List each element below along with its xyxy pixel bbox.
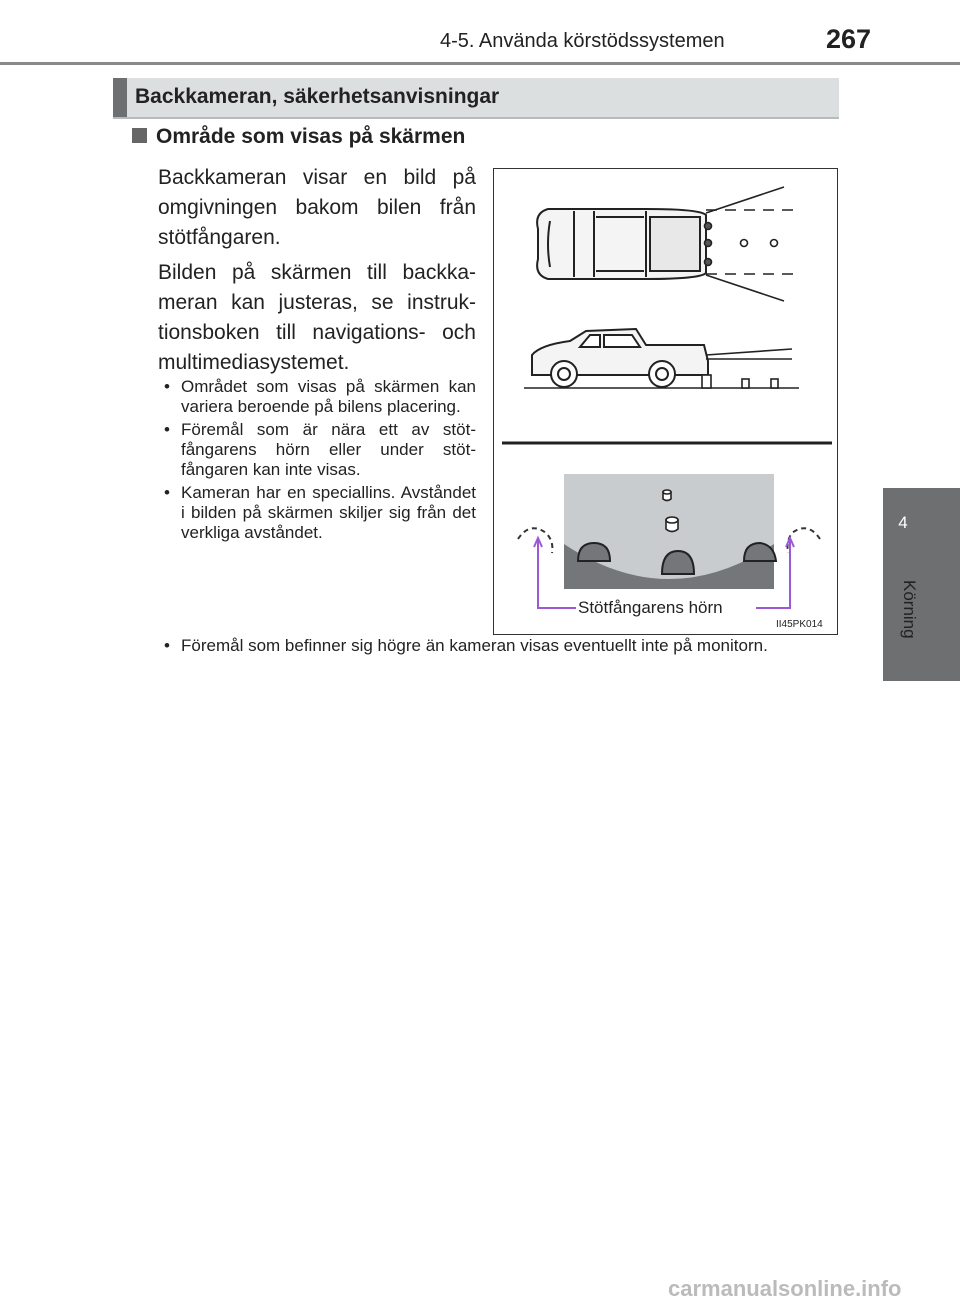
square-bullet-icon [132,128,147,143]
section-banner-bar [113,78,127,117]
section-title: Backkameran, säkerhetsanvisningar [135,85,500,108]
page-number: 267 [826,24,872,54]
bullet-list [162,634,834,657]
paragraph: Backkameran visar en bild på omgivningen bakom bilen från stötfångaren. [158,166,476,249]
truck-top-view [537,209,706,279]
figure-code: II45PK014 [776,619,823,630]
bullet-item: • Föremål som är nära ett av stöt-fångarens hörn eller under stöt-fångaren kan inte visas. [162,420,476,480]
camera-view-lines [706,187,794,301]
bullet-list [162,377,476,546]
camera-screen-view [564,474,776,589]
paragraph: Bilden på skärmen till backka-meran kan justeras, se instruk-tionsboken till navigations- och multimediasystemet. [158,261,476,374]
camera-area-figure [493,168,838,635]
truck-side-view [532,329,708,387]
callout-label: Stötfångarens hörn [578,598,723,617]
watermark: carmanualsonline.info [668,1276,902,1301]
subheading-text: Område som visas på skärmen [156,125,466,148]
bullet-item: • Kameran har en speciallins. Avståndet i bilden på skärmen skiljer sig från det verkliga avståndet. [162,483,476,543]
chapter-tab-number: 4 [898,513,908,532]
subheading [132,125,465,149]
bullet-item: • Området som visas på skärmen kan variera beroende på bilens placering. [162,377,476,417]
camera-area-illustration [494,169,839,636]
marker-dots [705,223,778,266]
bullet-item: • Föremål som befinner sig högre än kameran visas eventuellt inte på monitorn. [162,634,834,657]
chapter-tab-label-text: Körning [900,580,919,639]
header-section-title: 4-5. Använda körstödssystemen [440,30,725,52]
chapter-tab-label [900,580,919,680]
header-rule [0,62,960,65]
section-banner [113,78,839,119]
